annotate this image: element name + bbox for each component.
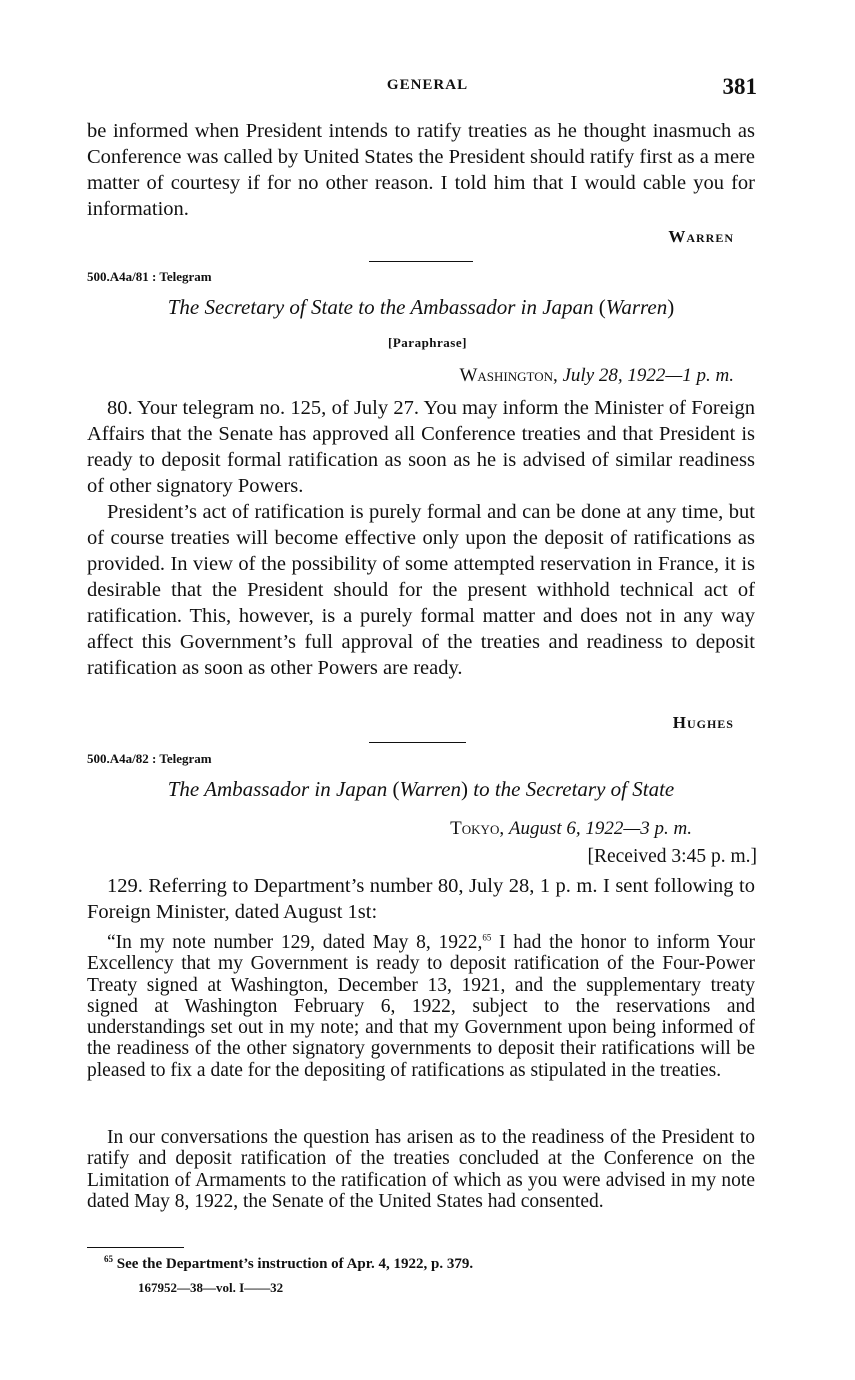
telegram-paragraph: 129. Referring to Department’s number 80, July 28, 1 p. m. I sent following to Foreign Minister, dated August 1st: (87, 875, 755, 923)
received-time: [Received 3:45 p. m.] (587, 846, 757, 867)
footnote-ref: 65 (482, 932, 492, 943)
dateline (459, 365, 734, 387)
signature-warren: Warren (668, 227, 734, 246)
telegram-paragraph: President’s act of ratification is purely formal and can be done at any time, but of course treaties will become effective only upon the deposit of ratifications as provided. In view of the possibility of some attempted reservation in France, it is desirable that the President should for the present withhold technical act of ratification. This, however, is a purely formal matter and does not in any way affect this Government’s full approval of the treaties and readiness to deposit ratification as soon as other Powers are ready. (87, 501, 755, 679)
heading-text: to the Secretary of State (473, 777, 675, 801)
dateline-place: Tokyo, (450, 818, 505, 839)
heading-paren-close: ) (667, 295, 675, 319)
dateline-date: July 28, 1922—1 p. m. (562, 365, 734, 386)
section-divider (369, 261, 473, 262)
dateline (450, 818, 692, 840)
signature-hughes: Hughes (672, 713, 734, 732)
document-heading (87, 777, 755, 802)
heading-paren-open: ( (392, 777, 400, 801)
heading-text: The Secretary of State to the Ambassador in Japan (167, 295, 594, 319)
quote-text: “In my note number 129, dated May 8, 1922, (107, 932, 483, 953)
running-title: GENERAL (386, 77, 469, 93)
printer-imprint: 167952—38—vol. I——32 (138, 1280, 284, 1295)
page-number: 381 (722, 74, 757, 99)
section-divider (369, 742, 466, 743)
heading-paren-close: ) (461, 777, 468, 801)
file-number: 500.A4a/81 : Telegram (87, 269, 212, 284)
footnote-text: See the Department’s instruction of Apr. 4, 1922, p. 379. (113, 1256, 474, 1272)
footnote-divider (87, 1247, 184, 1248)
file-number: 500.A4a/82 : Telegram (87, 751, 212, 766)
heading-name: Warren (399, 777, 461, 801)
quoted-note: In our conversations the question has arisen as to the readiness of the President to ratify and deposit ratification of the treaties concluded at the Conference on the Limitation of Armaments to the ratification of which as you were advised in my note dated May 8, 1922, the Senate of the United States had consented. (87, 1127, 755, 1212)
footnote (104, 1256, 473, 1273)
quote-text: I had the honor to inform Your Excellency that my Government is ready to deposit ratification of the Four-Power Treaty signed at Washington, December 13, 1921, and the supplementary treaty signed at Washington February 6, 1922, subject to the reservations and understandings set out in my note; and that my Government upon being informed of the readiness of the other signatory governments to deposit their ratifications will be pleased to fix a date for the depositing of ratifications as stipulated in the treaties. (87, 932, 755, 1081)
heading-paren-open: ( (598, 295, 606, 319)
footnote-marker: 65 (104, 1254, 113, 1264)
document-heading (87, 295, 755, 320)
continued-paragraph: be informed when President intends to ratify treaties as he thought inasmuch as Conference was called by United States the President should ratify first as a mere matter of courtesy if for no other reason. I told him that I would cable you for information. (87, 120, 755, 220)
telegram-paragraph: 80. Your telegram no. 125, of July 27. You may inform the Minister of Foreign Affairs that the Senate has approved all Conference treaties and that President is ready to deposit formal ratification as soon as he is advised of similar readiness of other signatory Powers. (87, 397, 755, 497)
dateline-place: Washington, (459, 365, 558, 386)
heading-text: The Ambassador in Japan (167, 777, 388, 801)
dateline-date: August 6, 1922—3 p. m. (508, 818, 692, 839)
quoted-note (87, 932, 755, 1081)
heading-name: Warren (605, 295, 668, 319)
paraphrase-label: [Paraphrase] (388, 335, 467, 350)
